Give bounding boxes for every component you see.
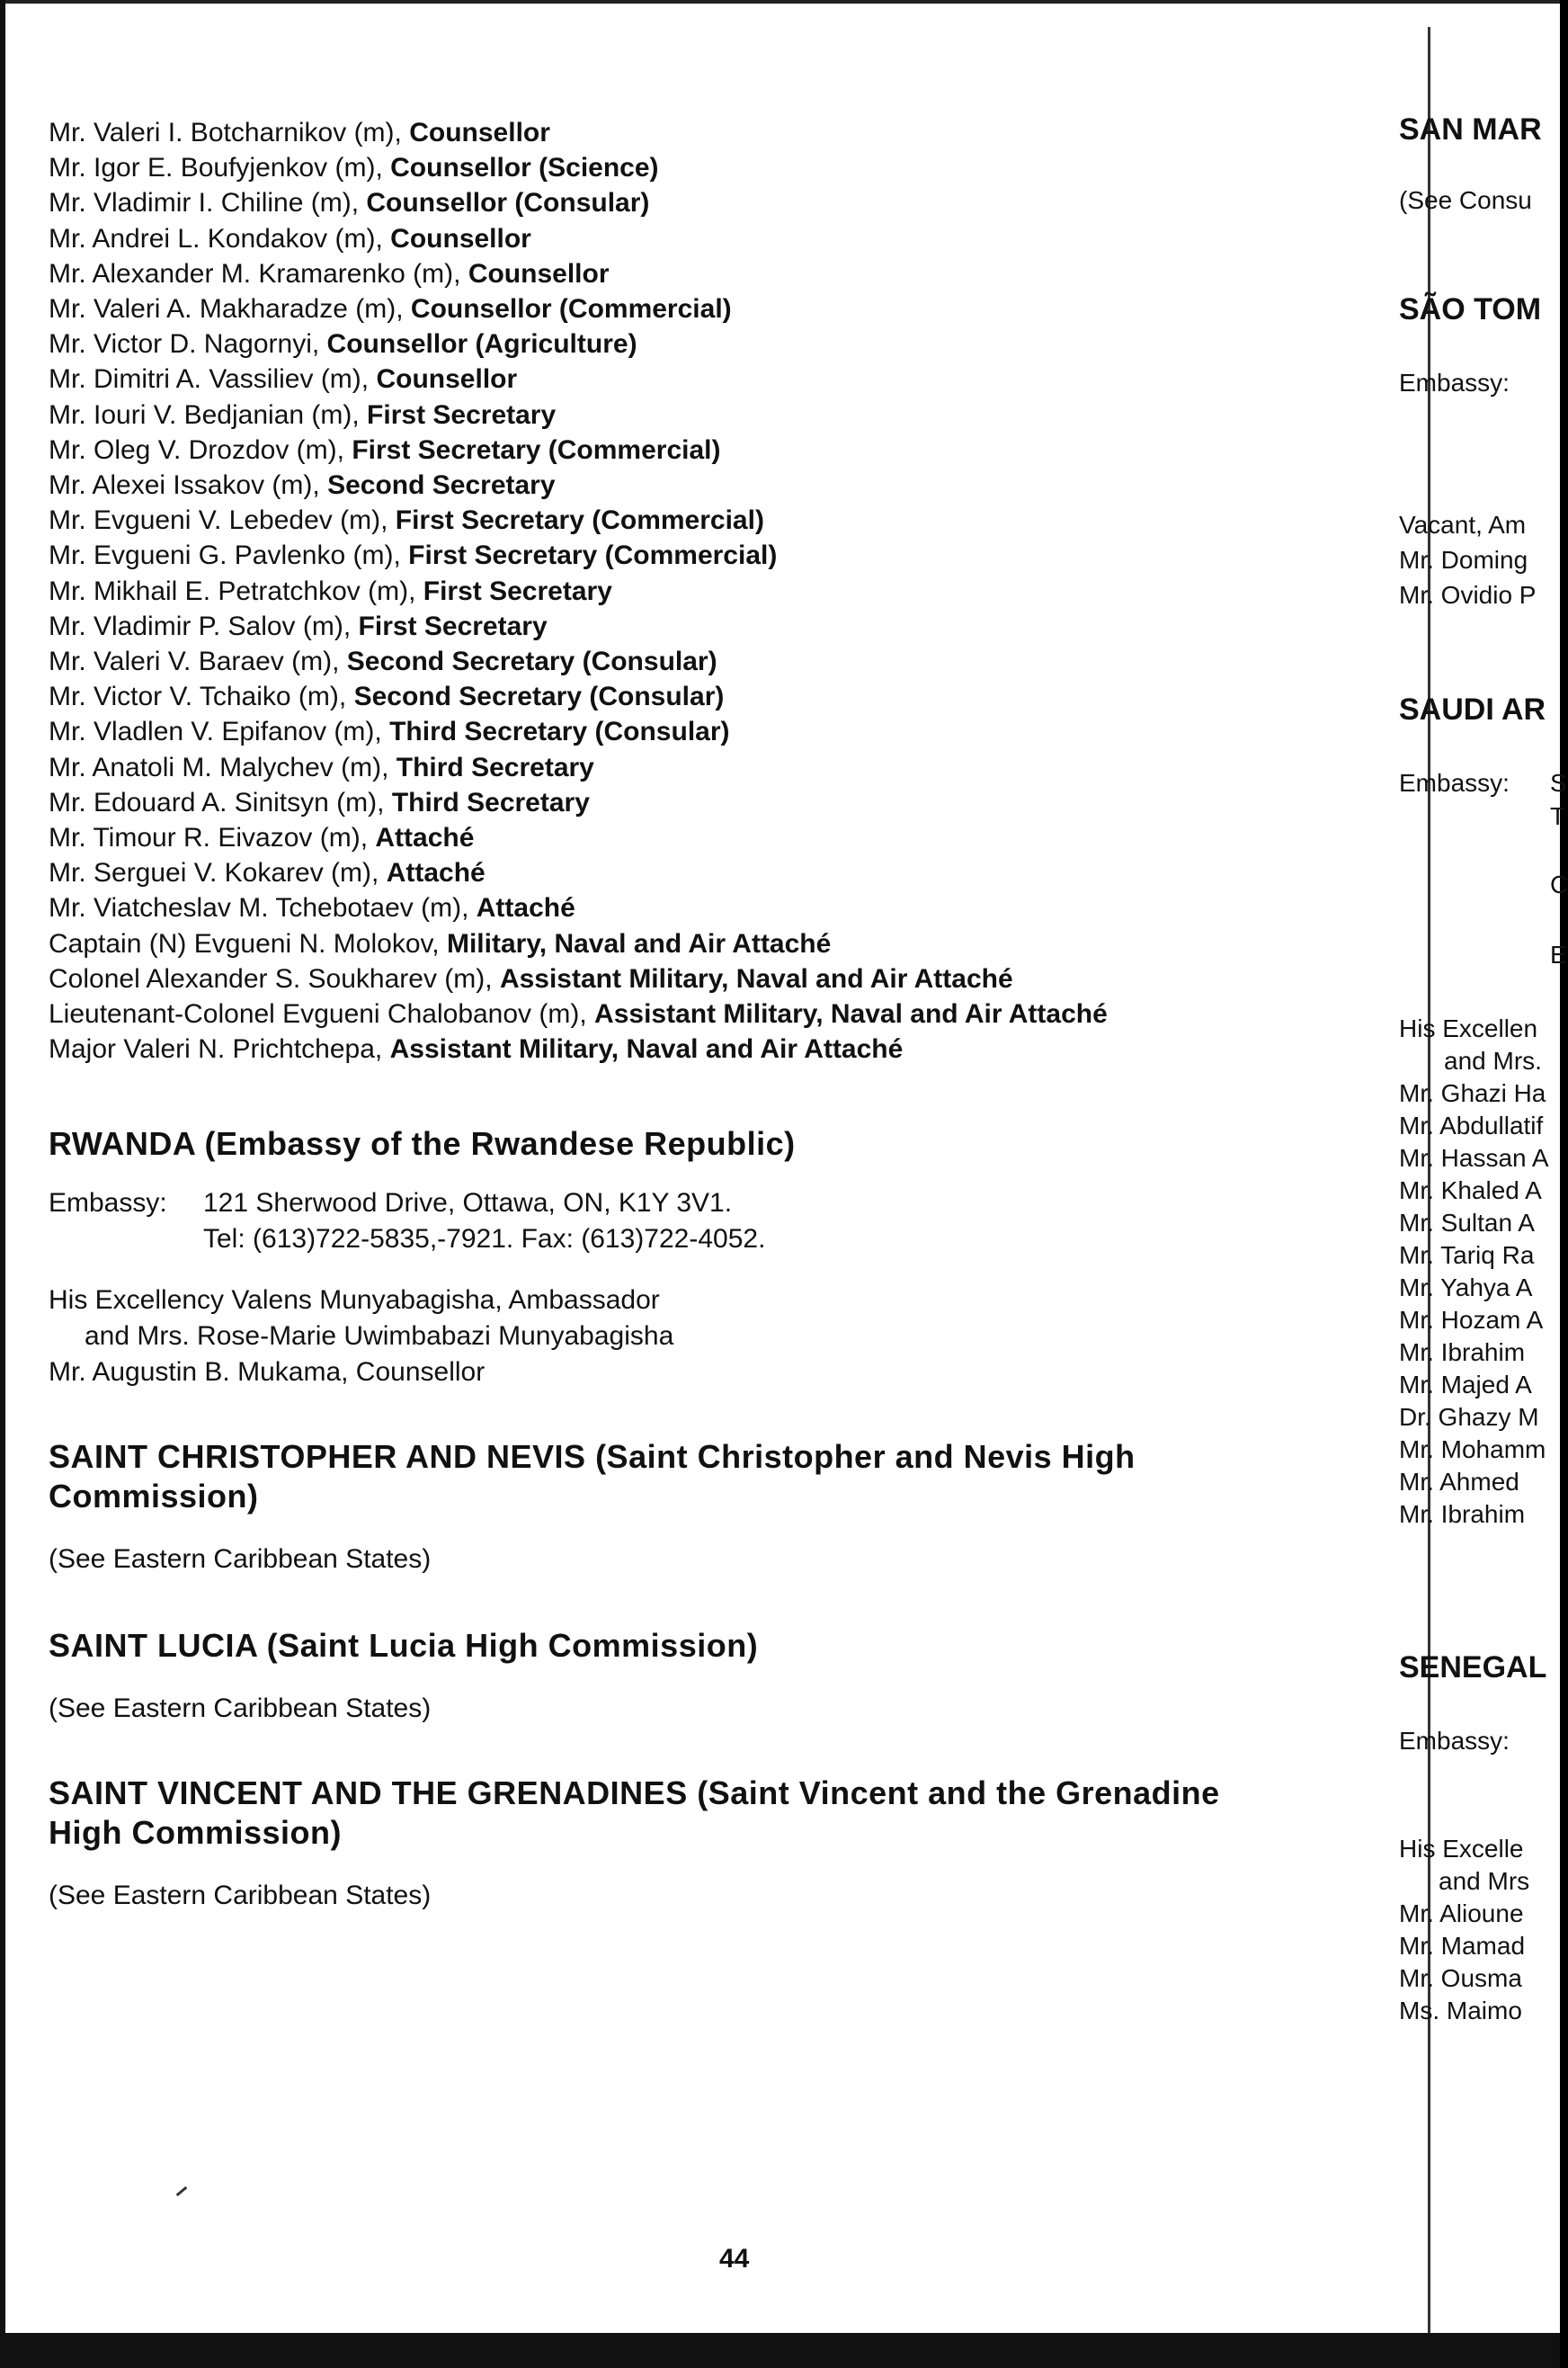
staff-line [49,468,1388,503]
staff-line [49,890,1388,925]
staff-title: Second Secretary [327,470,556,501]
staff-line [49,574,1388,609]
staff-name: Mr. Timour R. Eivazov (m), [49,823,369,853]
staff-line [49,150,1388,185]
saudi-staff-7: Mr. Yahya A [1399,1273,1533,1301]
scan-edge-bottom [0,2333,1560,2368]
saudi-staff-3: Mr. Hassan A [1399,1144,1549,1172]
staff-line [49,820,1388,855]
staff-title: Third Secretary [396,752,594,782]
staff-name: Mr. Valeri V. Baraev (m), [49,647,340,677]
top-border [0,0,1560,29]
staff-name: Mr. Victor V. Tchaiko (m), [49,682,347,712]
staff-title: Assistant Military, Naval and Air Attaché [594,999,1108,1030]
saudi-embassy-label: Embassy: [1399,769,1510,797]
staff-title: Assistant Military, Naval and Air Attaché [499,963,1013,994]
staff-name: Major Valeri N. Prichtchepa, [49,1034,383,1065]
sao-tome-embassy-label: Embassy: [1399,369,1510,397]
page-number: 44 [719,2244,750,2274]
staff-line [49,185,1388,220]
senegal-staff-4: Ms. Maimo [1399,1997,1522,2024]
senegal-spouse: and Mrs [1439,1867,1530,1895]
staff-line [49,398,1388,433]
right-column-cut [1399,0,1568,2333]
staff-title: Military, Naval and Air Attaché [446,928,832,959]
left-column [49,115,1388,1914]
staff-name: Mr. Alexander M. Kramarenko (m), [49,258,461,289]
staff-name: Mr. Dimitri A. Vassiliev (m), [49,364,370,395]
sao-tome-staff-2: Mr. Ovidio P [1399,581,1537,609]
saudi-staff-1: Mr. Ghazi Ha [1399,1079,1546,1107]
saudi-heading: SAUDI AR [1399,693,1546,727]
sao-tome-heading: SÃO TOM [1399,292,1542,326]
staff-name: Mr. Valeri I. Botcharnikov (m), [49,118,402,147]
saudi-spouse: and Mrs. [1444,1047,1542,1075]
staff-name: Mr. Evgueni V. Lebedev (m), [49,505,388,536]
saudi-address-c: C [1550,871,1568,898]
staff-title: Counsellor (Commercial) [410,294,732,325]
rwanda-counsellor: Mr. Augustin B. Mukama, Counsellor [49,1357,486,1388]
saudi-staff-10: Mr. Majed A [1399,1371,1532,1398]
saudi-address-s: S [1550,769,1567,797]
saudi-staff-2: Mr. Abdullatif [1399,1112,1544,1139]
staff-title: First Secretary (Commercial) [352,434,721,465]
rwanda-embassy [49,1185,1388,1257]
staff-line [49,785,1388,820]
rwanda-heading: RWANDA (Embassy of the Rwandese Republic) [49,1125,796,1163]
staff-title: Counsellor [468,258,610,289]
staff-name: Mr. Victor D. Nagornyi, [49,329,320,360]
saudi-staff-8: Mr. Hozam A [1399,1306,1544,1334]
staff-line [49,644,1388,679]
saudi-address-e: E [1550,941,1567,969]
sao-tome-staff-1: Mr. Doming [1399,546,1528,574]
staff-title: Third Secretary [391,787,590,818]
staff-line [49,714,1388,749]
saint-lucia-note: (See Eastern Caribbean States) [49,1693,432,1724]
staff-name: Mr. Andrei L. Kondakov (m), [49,223,383,254]
rwanda-spouse: and Mrs. Rose-Marie Uwimbabazi Munyabagisha [85,1321,674,1352]
saudi-ambassador: His Excellen [1399,1014,1538,1042]
staff-title: Attaché [386,858,486,889]
saint-christopher-heading: SAINT CHRISTOPHER AND NEVIS (Saint Christopher and Nevis High Commission) [49,1438,1136,1515]
staff-line [49,326,1388,362]
staff-title: Third Secretary (Consular) [389,717,730,747]
staff-name: Mr. Anatoli M. Malychev (m), [49,752,389,782]
staff-title: Assistant Military, Naval and Air Attaché [389,1034,904,1065]
saudi-staff-5: Mr. Sultan A [1399,1209,1535,1237]
staff-line [49,996,1388,1032]
staff-title: First Secretary (Commercial) [395,505,764,536]
embassy-label: Embassy: [49,1188,167,1219]
staff-line [49,609,1388,644]
russia-staff-list [49,115,1388,1067]
staff-title: First Secretary (Commercial) [408,541,778,571]
staff-line [49,961,1388,996]
staff-line [49,433,1388,468]
staff-title: First Secretary [423,576,612,606]
san-marino-heading: SAN MAR [1399,112,1542,147]
rwanda-ambassador: His Excellency Valens Munyabagisha, Ambassador [49,1285,660,1316]
saint-lucia-heading: SAINT LUCIA (Saint Lucia High Commission) [49,1627,759,1665]
sao-tome-vacant: Vacant, Am [1399,511,1527,539]
senegal-staff-1: Mr. Alioune [1399,1899,1524,1927]
staff-name: Colonel Alexander S. Soukharev (m), [49,963,493,994]
staff-name: Mr. Oleg V. Drozdov (m), [49,434,344,465]
staff-name: Mr. Mikhail E. Petratchkov (m), [49,576,416,606]
scan-edge-left [0,0,5,2368]
senegal-ambassador: His Excelle [1399,1835,1524,1863]
staff-name: Mr. Evgueni G. Pavlenko (m), [49,541,401,571]
san-marino-note: (See Consu [1399,186,1532,214]
staff-name: Mr. Vladlen V. Epifanov (m), [49,717,382,747]
staff-title: Counsellor [376,364,518,395]
staff-name: Mr. Vladimir P. Salov (m), [49,611,352,641]
staff-line [49,362,1388,397]
staff-title: Counsellor [409,118,550,147]
staff-line [49,679,1388,714]
senegal-staff-2: Mr. Mamad [1399,1932,1526,1960]
staff-line [49,115,1388,150]
saudi-staff-4: Mr. Khaled A [1399,1176,1542,1204]
staff-name: Captain (N) Evgueni N. Molokov, [49,928,440,959]
saudi-staff-9: Mr. Ibrahim [1399,1338,1526,1366]
staff-title: Second Secretary (Consular) [346,647,717,677]
saudi-staff-6: Mr. Tariq Ra [1399,1241,1535,1269]
staff-name: Mr. Serguei V. Kokarev (m), [49,858,379,889]
saudi-staff-11: Dr. Ghazy M [1399,1403,1539,1431]
staff-line [49,256,1388,291]
staff-line [49,538,1388,573]
staff-name: Mr. Valeri A. Makharadze (m), [49,294,404,325]
staff-line [49,750,1388,785]
staff-name: Mr. Iouri V. Bedjanian (m), [49,399,360,430]
saint-christopher-note: (See Eastern Caribbean States) [49,1544,432,1575]
staff-line [49,926,1388,961]
staff-title: Counsellor (Agriculture) [326,329,637,360]
staff-name: Mr. Edouard A. Sinitsyn (m), [49,787,385,818]
senegal-embassy-label: Embassy: [1399,1727,1510,1755]
staff-line [49,291,1388,326]
rwanda-address: 121 Sherwood Drive, Ottawa, ON, K1Y 3V1. [203,1188,733,1219]
staff-name: Mr. Alexei Issakov (m), [49,470,320,501]
saudi-staff-14: Mr. Ibrahim [1399,1500,1526,1528]
saint-vincent-heading-line2: High Commission) [49,1814,343,1852]
senegal-staff-3: Mr. Ousma [1399,1964,1522,1992]
staff-title: First Secretary [367,399,557,430]
staff-line [49,221,1388,256]
saint-vincent-heading: SAINT VINCENT AND THE GRENADINES (Saint Vincent and the Grenadine [49,1774,1220,1812]
staff-name: Mr. Vladimir I. Chiline (m), [49,188,360,219]
saudi-address-t: T [1550,802,1566,830]
staff-line [49,503,1388,538]
staff-name: Mr. Viatcheslav M. Tchebotaev (m), [49,893,469,924]
staff-title: First Secretary [358,611,548,641]
staff-name: Lieutenant-Colonel Evgueni Chalobanov (m), [49,999,587,1030]
staff-line [49,855,1388,890]
staff-name: Mr. Igor E. Boufyjenkov (m), [49,153,383,183]
rwanda-phone: Tel: (613)722-5835,-7921. Fax: (613)722-4052. [203,1224,766,1255]
saudi-staff-13: Mr. Ahmed [1399,1468,1519,1496]
staff-title: Counsellor [390,223,531,254]
saudi-staff-12: Mr. Mohamm [1399,1435,1546,1463]
staff-line [49,1032,1388,1067]
staff-title: Attaché [375,823,475,853]
staff-title: Counsellor (Science) [390,153,659,183]
stray-pen-mark [176,2186,188,2196]
staff-title: Second Secretary (Consular) [353,682,725,712]
saint-vincent-note: (See Eastern Caribbean States) [49,1881,432,1911]
senegal-heading: SENEGAL [1399,1650,1547,1684]
staff-title: Attaché [476,893,575,924]
staff-title: Counsellor (Consular) [366,188,650,219]
